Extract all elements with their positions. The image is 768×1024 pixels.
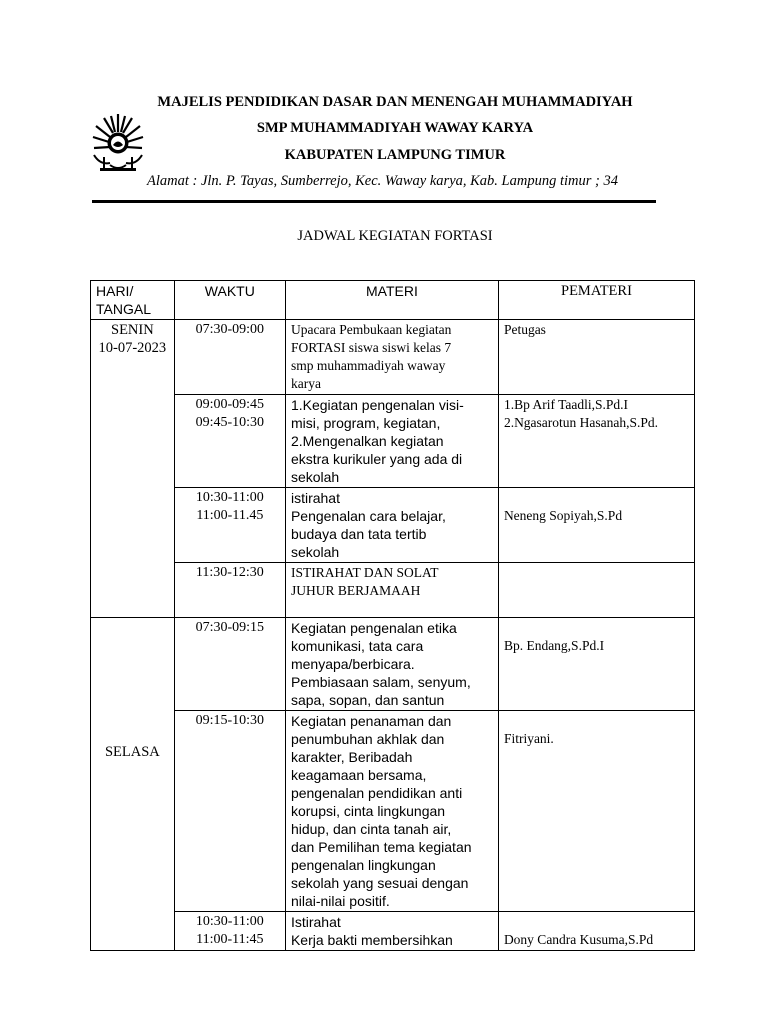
materi-cell: istirahat Pengenalan cara belajar, budaya dan tata tertib sekolah	[285, 488, 498, 563]
header-waktu: WAKTU	[174, 281, 285, 320]
waktu-cell: 07:30-09:15	[174, 618, 285, 711]
materi-cell: ISTIRAHAT DAN SOLAT JUHUR BERJAMAAH	[285, 563, 498, 618]
materi-cell: Kegiatan pengenalan etika komunikasi, tata cara menyapa/berbicara. Pembiasaan salam, senyum, sapa, sopan, dan santun	[285, 618, 498, 711]
header-divider	[92, 200, 656, 203]
day-cell-selasa: SELASA	[91, 618, 175, 951]
materi-cell: Upacara Pembukaan kegiatan FORTASI siswa siswi kelas 7 smp muhammadiyah waway karya	[285, 320, 498, 395]
waktu-cell: 11:30-12:30	[174, 563, 285, 618]
table-row	[91, 488, 695, 563]
table-header-row	[91, 281, 695, 320]
pemateri-cell: Petugas	[498, 320, 694, 395]
materi-cell: Kegiatan penanaman dan penumbuhan akhlak dan karakter, Beribadah keagamaan bersama, pengenalan pendidikan anti korupsi, cinta lingkungan hidup, dan cinta tanah air, dan Pemilihan tema kegiatan pengenalan lingkungan sekolah yang sesuai dengan nilai-nilai positif.	[285, 711, 498, 912]
regency-name: KABUPATEN LAMPUNG TIMUR	[284, 147, 506, 163]
pemateri-cell: Dony Candra Kusuma,S.Pd	[498, 912, 694, 951]
header-materi: MATERI	[285, 281, 498, 320]
school-name: SMP MUHAMMADIYAH WAWAY KARYA	[256, 120, 534, 136]
header-hari: HARI/ TANGAL	[91, 281, 175, 320]
waktu-cell: 09:00-09:45 09:45-10:30	[174, 395, 285, 488]
schedule-table	[90, 280, 695, 951]
table-row	[91, 395, 695, 488]
document-title: JADWAL KEGIATAN FORTASI	[297, 228, 493, 244]
table-row	[91, 563, 695, 618]
table-row	[91, 618, 695, 711]
pemateri-cell	[498, 563, 694, 618]
pemateri-cell: Fitriyani.	[498, 711, 694, 912]
day-cell-senin: SENIN 10-07-2023	[91, 320, 175, 618]
materi-cell: Istirahat Kerja bakti membersihkan	[285, 912, 498, 951]
pemateri-cell: Neneng Sopiyah,S.Pd	[498, 488, 694, 563]
header-pemateri: PEMATERI	[498, 281, 694, 320]
pemateri-cell: Bp. Endang,S.Pd.I	[498, 618, 694, 711]
school-address: Alamat : Jln. P. Tayas, Sumberrejo, Kec. Waway karya, Kab. Lampung timur ; 34	[147, 173, 618, 189]
table-row	[91, 912, 695, 951]
institution-name: MAJELIS PENDIDIKAN DASAR DAN MENENGAH MUHAMMADIYAH	[157, 94, 633, 110]
waktu-cell: 10:30-11:00 11:00-11.45	[174, 488, 285, 563]
materi-cell: 1.Kegiatan pengenalan visi- misi, program, kegiatan, 2.Mengenalkan kegiatan ekstra kurikuler yang ada di sekolah	[285, 395, 498, 488]
table-row	[91, 711, 695, 912]
waktu-cell: 07:30-09:00	[174, 320, 285, 395]
waktu-cell: 09:15-10:30	[174, 711, 285, 912]
pemateri-cell: 1.Bp Arif Taadli,S.Pd.I 2.Ngasarotun Hasanah,S.Pd.	[498, 395, 694, 488]
table-row	[91, 320, 695, 395]
waktu-cell: 10:30-11:00 11:00-11:45	[174, 912, 285, 951]
